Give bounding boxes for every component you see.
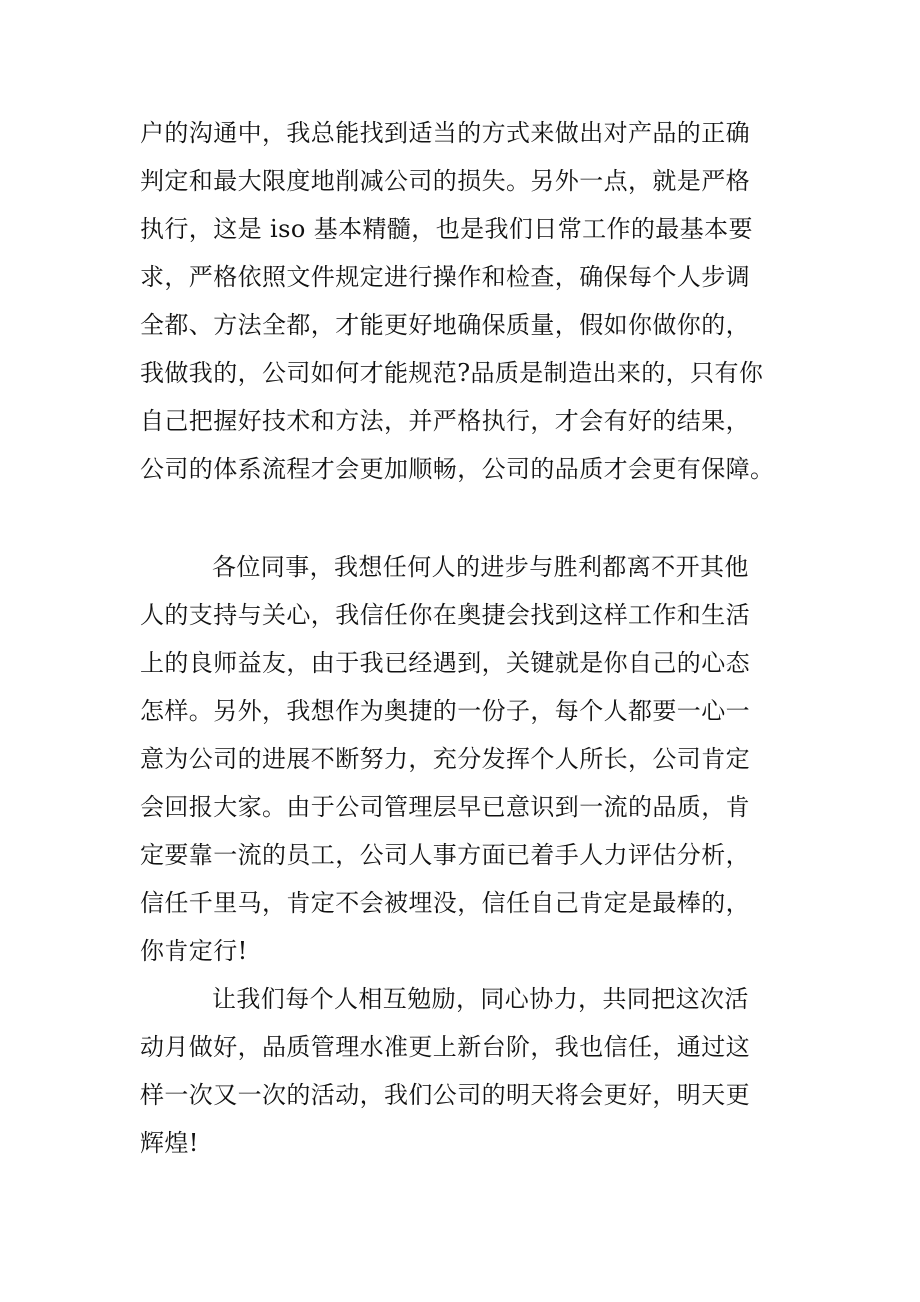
- body-text-line: 上的良师益友，由于我已经遇到，关键就是你自己的心态: [140, 649, 750, 677]
- body-text-line: 动月做好，品质管理水准更上新台阶，我也信任，通过这: [140, 1033, 750, 1061]
- body-text-line: 我做我的，公司如何才能规范?品质是制造出来的，只有你: [140, 359, 764, 387]
- body-text-line: 人的支持与关心，我信任你在奥捷会找到这样工作和生活: [140, 601, 750, 629]
- body-text-line: 辉煌!: [140, 1129, 199, 1157]
- body-text-line: 定要靠一流的员工，公司人事方面已着手人力评估分析，: [140, 841, 750, 869]
- body-text-line: 判定和最大限度地削减公司的损失。另外一点，就是严格: [140, 167, 750, 195]
- body-text-line: 意为公司的进展不断努力，充分发挥个人所长，公司肯定: [140, 745, 750, 773]
- body-text-line: 公司的体系流程才会更加顺畅，公司的品质才会更有保障。: [140, 455, 775, 483]
- body-text-line: 会回报大家。由于公司管理层早已意识到一流的品质，肯: [140, 793, 750, 821]
- body-text-line: 自己把握好技术和方法，并严格执行，才会有好的结果，: [140, 407, 750, 435]
- body-text-line: 怎样。另外，我想作为奥捷的一份子，每个人都要一心一: [140, 697, 750, 725]
- body-text-line: 求，严格依照文件规定进行操作和检查，确保每个人步调: [140, 263, 750, 291]
- paragraph-first-line: 让我们每个人相互勉励，同心协力，共同把这次活: [212, 985, 749, 1013]
- body-text-line: 信任千里马，肯定不会被埋没，信任自己肯定是最棒的，: [140, 889, 750, 917]
- body-text-line: 户的沟通中，我总能找到适当的方式来做出对产品的正确: [140, 119, 750, 147]
- body-text-line: 样一次又一次的活动，我们公司的明天将会更好，明天更: [140, 1081, 750, 1109]
- body-text-line: 执行，这是 iso 基本精髓，也是我们日常工作的最基本要: [140, 215, 753, 243]
- paragraph-first-line: 各位同事，我想任何人的进步与胜利都离不开其他: [212, 553, 749, 581]
- body-text-line: 全都、方法全都，才能更好地确保质量，假如你做你的，: [140, 311, 750, 339]
- body-text-line: 你肯定行!: [140, 937, 248, 965]
